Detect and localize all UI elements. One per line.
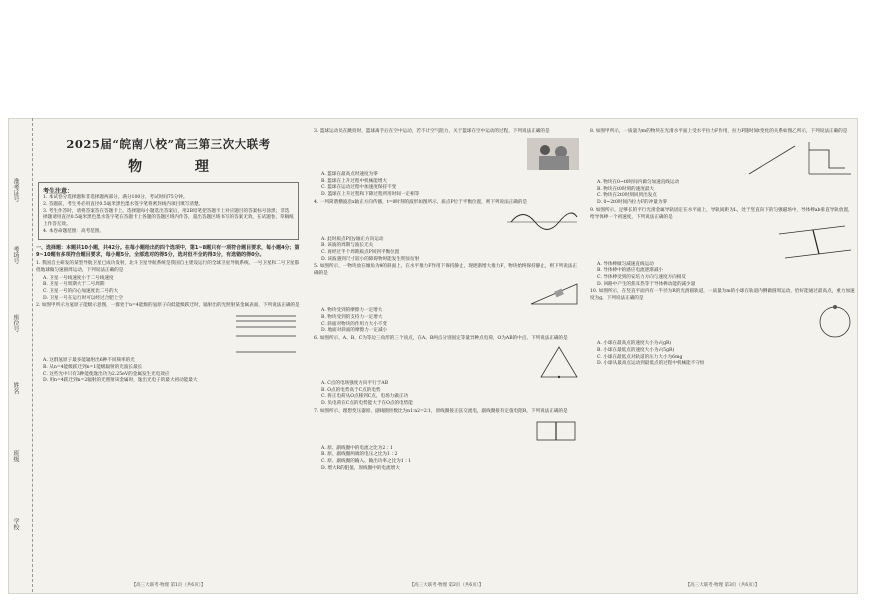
question-option: D. 0~2t0时间内拉力F的冲量为零 bbox=[597, 200, 668, 206]
question-option: A. 此时质点P沿y轴正方向运动 bbox=[321, 236, 384, 242]
question-option: C. 再经过半个周期质点P回到平衡位置 bbox=[321, 250, 400, 256]
question-option: D. 卫星一号在运行时可以经过合肥上空 bbox=[43, 295, 123, 301]
wave-graph bbox=[505, 209, 579, 235]
question-stem: 8. 如图甲所示，一质量为m的物块在光滑水平面上受水平拉力F作用，拉力F随时间t变化的关系如图乙所示，下列说法正确的是 bbox=[590, 129, 848, 134]
question-option: C. 将正电荷从O点移到C点，电场力做正功 bbox=[321, 394, 409, 400]
question-option: D. 用n=4跃迁到n=2辐射的光照射该金属时，逸出光电子的最大初动能最大 bbox=[43, 378, 198, 384]
question-option: B. 从n=4能级跃迁到n=1能级辐射的光波长最长 bbox=[43, 365, 143, 371]
notice-line: 4. 本卷命题范围：高考范围。 bbox=[43, 228, 104, 234]
question-7 bbox=[314, 409, 579, 473]
question-option: C. 原、副线圈的输入、输出功率之比为1∶1 bbox=[321, 459, 412, 465]
transformer-diagram bbox=[533, 418, 579, 444]
question-option: D. 回路中产生的焦耳热等于导体棒动能的减少量 bbox=[597, 281, 696, 287]
energy-level-diagram bbox=[231, 312, 301, 356]
question-option: B. 小球在最低点的速度大小为√(5gR) bbox=[597, 347, 675, 353]
question-option: B. 卫星一号周期大于二号周期 bbox=[43, 282, 105, 288]
binding-label: 姓名 bbox=[12, 382, 19, 394]
question-option: A. 物块在0~t0时间内做匀加速直线运动 bbox=[597, 179, 680, 185]
question-9 bbox=[590, 208, 855, 289]
page-column-2 bbox=[314, 128, 579, 580]
page-footer: 【高三大联考·物理 第3页（共6页）】 bbox=[685, 583, 760, 588]
binding-label: 学校 bbox=[12, 518, 19, 530]
question-2 bbox=[36, 303, 301, 385]
page-footer: 【高三大联考·物理 第2页（共6页）】 bbox=[409, 583, 484, 588]
question-option: A. C点的电场强度方向平行于AB bbox=[321, 380, 388, 386]
question-stem: 4. 一列简谐横波沿x轴正方向传播，t=0时刻的波形如图所示，质点P位于平衡位置，则下列说法正确的是 bbox=[314, 199, 528, 205]
question-option: B. 篮球在上升过程中机械能增大 bbox=[321, 178, 388, 184]
question-option: D. 该波遇到尺寸较小的障碍物时能发生明显衍射 bbox=[321, 256, 420, 262]
circular-track-diagram bbox=[815, 305, 855, 339]
question-option: D. 小球从最高点运动到最低点的过程中机械能不守恒 bbox=[597, 361, 705, 367]
question-option: A. 这群氢原子最多能辐射出6种不同频率的光 bbox=[43, 358, 135, 364]
question-stem: 6. 如图所示，A、B、C为等边三角形的三个顶点，在A、B两点分别固定等量异种点电荷，O为AB的中点，下列说法正确的是 bbox=[314, 336, 568, 342]
question-option: D. 增大R的阻值，原线圈中的电流增大 bbox=[321, 465, 400, 471]
question-option: B. 该波的周期与波长无关 bbox=[321, 243, 374, 249]
page-column-3 bbox=[590, 128, 855, 580]
exam-notice-box bbox=[38, 182, 299, 240]
question-option: A. 卫星一号线速度小于二号线速度 bbox=[43, 275, 114, 281]
question-4 bbox=[314, 200, 579, 264]
question-option: B. 导体棒中的感应电流逐渐减小 bbox=[597, 268, 664, 274]
question-option: C. 篮球在运动过程中加速度保持不变 bbox=[321, 185, 397, 191]
question-option: B. O点的电势高于C点的电势 bbox=[321, 387, 381, 393]
question-stem: 9. 如图所示，足够长的平行光滑金属导轨固定在水平面上，导轨间距为L，处于竖直向下的匀强磁场中，导体棒ab垂直导轨放置，给导体棒一个初速度，下列说法正确的是 bbox=[590, 207, 853, 220]
question-option: A. 物块受到的摩擦力一定增大 bbox=[321, 308, 383, 314]
question-option: A. 导体棒做匀减速直线运动 bbox=[597, 261, 654, 267]
question-option: C. 物块在2t0时刻回到出发点 bbox=[597, 193, 657, 199]
question-stem: 10. 如图所示，在竖直平面内有一半径为R的光滑圆轨道，一质量为m的小球在轨道内侧做圆周运动，恰好能通过最高点，重力加速度为g，下列说法正确的是 bbox=[590, 289, 855, 302]
question-option: C. 导体棒受到的安培力方向与速度方向相反 bbox=[597, 274, 686, 280]
question-8 bbox=[590, 129, 855, 207]
binding-strip bbox=[8, 118, 33, 592]
question-option: D. 篮球在上升过程和下降过程所用时间一定相等 bbox=[321, 192, 420, 198]
question-option: C. 卫星一号的向心加速度比二号的大 bbox=[43, 289, 119, 294]
notice-heading: 考生注意： bbox=[43, 188, 74, 195]
question-option: D. 负电荷在C点的电势能大于在O点的电势能 bbox=[321, 401, 413, 407]
page-column-1 bbox=[36, 128, 301, 580]
page-footer: 【高三大联考·物理 第1页（共6页）】 bbox=[131, 583, 206, 588]
question-stem: 1. 我国自主研发的某型导航卫星已成功发射，北斗卫星导航系统是我国自主建设运行的全球卫星导航系统。一号卫星和二号卫星都绕地球做匀速圆周运动，下列说法正确的是 bbox=[36, 260, 300, 273]
question-option: A. 篮球在最高点时速度为零 bbox=[321, 171, 378, 177]
notice-line: 3. 考生作答时，请将答案答在答题卡上。选择题每小题选出答案后，用2B铅笔把答题卡上对应题目的答案标号涂黑；非选择题请用直径0.5毫米黑色墨水签字笔在答题卡上各题的答题区域内作答，超出答题区域书写的答案无效，在试题卷、草稿纸上作答无效。 bbox=[43, 208, 294, 228]
basketball-photo bbox=[527, 138, 579, 170]
binding-label: 座位号 bbox=[12, 314, 19, 332]
question-5 bbox=[314, 264, 579, 335]
question-stem: 5. 如图所示，一物块放在倾角为θ的斜面上，在水平推力F作用下保持静止，现逐渐增大推力F，物块始终保持静止，则下列说法正确的是 bbox=[314, 264, 578, 277]
binding-label: 准考证号 bbox=[12, 178, 19, 202]
question-stem: 2. 如图甲所示为氢原子能级示意图，一群处于n=4能级的氢原子向低能级跃迁时，辐射出的光照射某金属表面，下列说法正确的是 bbox=[36, 303, 300, 309]
question-option: B. 原、副线圈两端的电压之比为1∶2 bbox=[321, 452, 398, 458]
question-option: B. 物块在t0时刻的速度最大 bbox=[597, 186, 655, 192]
question-option: B. 物块受到的支持力一定增大 bbox=[321, 314, 383, 320]
rail-diagram bbox=[775, 224, 855, 260]
notice-line: 1. 本试卷分选择题和非选择题两部分。满分100分，考试时间75分钟。 bbox=[43, 195, 188, 200]
question-option: D. 地面对斜面的摩擦力一定减小 bbox=[321, 328, 388, 334]
triangle-charge-diagram bbox=[539, 345, 579, 379]
question-option: C. 小球在最低点对轨道的压力大小为6mg bbox=[597, 354, 683, 360]
exam-title: 2025届“皖南八校”高三第三次大联考 bbox=[66, 137, 271, 151]
section-heading: 一、选择题：本题共10小题，共42分。在每小题给出的四个选项中，第1~8题只有一项符合题目要求，每小题4分；第9~10题有多项符合题目要求，每小题5分，全部选对的得5分，选对但不全的得3分，有选错的得0分。 bbox=[36, 244, 300, 258]
question-10 bbox=[590, 289, 855, 368]
question-3 bbox=[314, 129, 579, 199]
question-stem: 3. 篮球运动员在跳投时，篮球离手后在空中运动，若不计空气阻力，关于篮球在空中运动的过程，下列说法正确的是 bbox=[314, 129, 550, 134]
exam-subject: 物 理 bbox=[128, 159, 233, 175]
question-1 bbox=[36, 261, 301, 303]
force-time-graph bbox=[745, 138, 855, 178]
question-option: A. 小球在最高点的速度大小为√(gR) bbox=[597, 341, 672, 347]
question-option: C. 这些光中只有3种能使逸出功为2.25eV的金属发生光电效应 bbox=[43, 371, 170, 377]
notice-line: 2. 答题前，考生务必用直径0.5毫米黑色墨水签字笔将密封线内项目填写清楚。 bbox=[43, 201, 204, 207]
question-option: C. 斜面对物块的作用力大小不变 bbox=[321, 321, 387, 327]
binding-label: 考场号 bbox=[12, 246, 19, 264]
question-6 bbox=[314, 336, 579, 408]
incline-diagram bbox=[529, 280, 579, 306]
binding-label: 班级 bbox=[12, 450, 19, 462]
question-stem: 7. 如图所示，理想变压器原、副线圈匝数比为n1∶n2=2∶1，原线圈接正弦交流电，副线圈接有定值电阻R，下列说法正确的是 bbox=[314, 408, 568, 414]
question-option: A. 原、副线圈中的电流之比为2∶1 bbox=[321, 445, 393, 451]
